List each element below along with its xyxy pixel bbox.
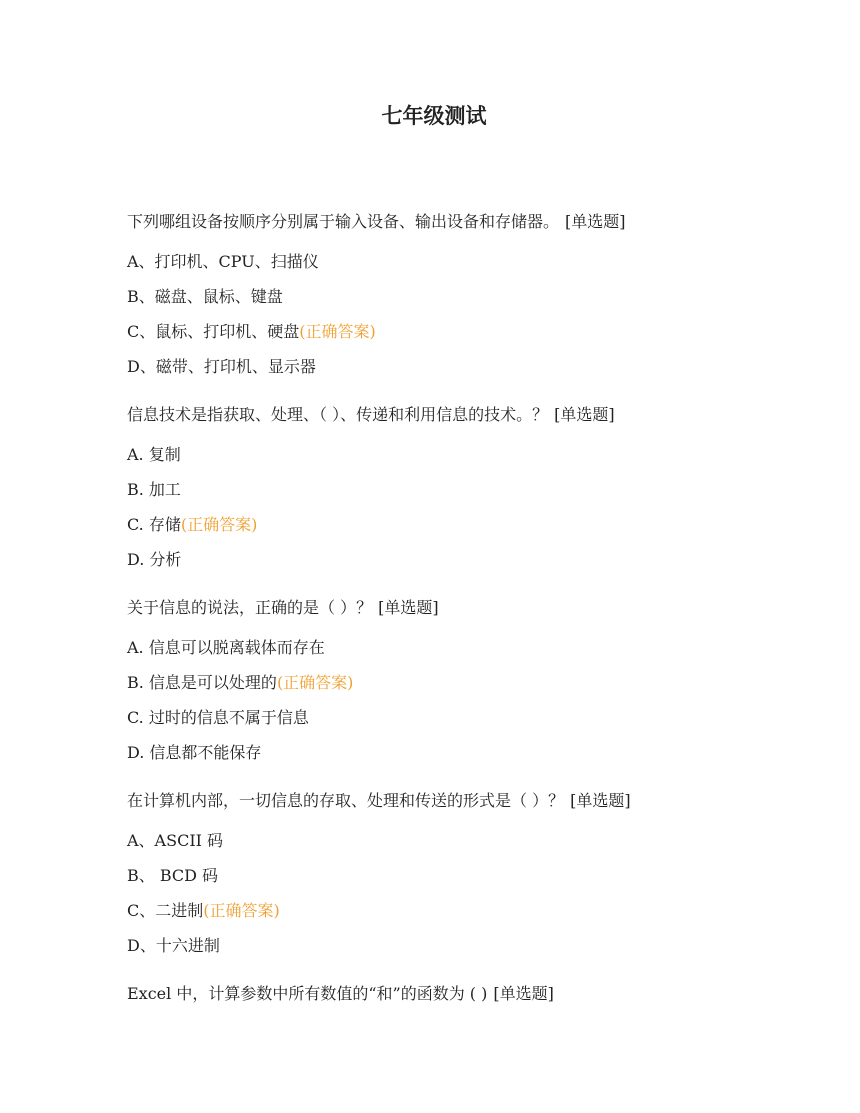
options-list: [127, 444, 807, 571]
question-1: [127, 211, 807, 378]
correct-answer-tag: (正确答案): [299, 322, 376, 341]
option-label: C、二进制: [127, 901, 204, 920]
option-label: B. 信息是可以处理的: [127, 673, 277, 692]
correct-answer-tag: (正确答案): [180, 515, 258, 534]
question-3: [127, 597, 807, 764]
option-b[interactable]: [127, 286, 807, 308]
options-list: [127, 637, 807, 764]
option-label: C. 存储: [127, 515, 181, 534]
options-list: [127, 830, 807, 957]
options-list: [127, 251, 807, 378]
option-label: A. 复制: [127, 445, 181, 464]
option-label: B. 加工: [127, 480, 181, 499]
question-text: [127, 597, 807, 619]
option-label: A. 信息可以脱离载体而存在: [127, 638, 325, 657]
option-d[interactable]: [127, 742, 807, 764]
question-5: [127, 983, 807, 1005]
question-text: [127, 211, 807, 233]
question-stem: 下列哪组设备按顺序分别属于输入设备、输出设备和存储器。: [127, 212, 560, 231]
option-label: B、磁盘、鼠标、键盘: [127, 287, 283, 306]
question-2: [127, 404, 807, 571]
question-stem: 信息技术是指获取、处理、（ ）、传递和利用信息的技术。？: [127, 405, 549, 424]
question-type: [单选题]: [565, 212, 626, 231]
question-type: [单选题]: [570, 791, 631, 810]
option-label: D、十六进制: [127, 936, 220, 955]
question-text: [127, 404, 807, 426]
option-label: C. 过时的信息不属于信息: [127, 708, 309, 727]
option-a[interactable]: [127, 444, 807, 466]
option-b[interactable]: [127, 479, 807, 501]
option-b[interactable]: [127, 865, 807, 887]
option-b[interactable]: [127, 672, 807, 694]
question-type: [单选题]: [378, 598, 439, 617]
option-label: D. 信息都不能保存: [127, 743, 262, 762]
option-label: D、磁带、打印机、显示器: [127, 357, 316, 376]
option-c[interactable]: [127, 900, 807, 922]
option-a[interactable]: [127, 251, 807, 273]
question-4: [127, 790, 807, 957]
option-c[interactable]: [127, 707, 807, 729]
question-stem: Excel 中，计算参数中所有数值的“和”的函数为 ( ): [127, 984, 488, 1003]
option-c[interactable]: [127, 321, 807, 343]
question-type: [单选题]: [493, 984, 554, 1003]
option-a[interactable]: [127, 637, 807, 659]
correct-answer-tag: (正确答案): [203, 901, 280, 920]
question-type: [单选题]: [554, 405, 615, 424]
option-label: B、 BCD 码: [127, 866, 219, 885]
option-label: A、打印机、CPU、扫描仪: [127, 252, 319, 271]
question-text: [127, 983, 807, 1005]
question-stem: 关于信息的说法，正确的是（ ）？: [127, 598, 373, 617]
option-d[interactable]: [127, 935, 807, 957]
option-a[interactable]: [127, 830, 807, 852]
correct-answer-tag: (正确答案): [276, 673, 354, 692]
question-stem: 在计算机内部，一切信息的存取、处理和传送的形式是（ ）？: [127, 791, 565, 810]
option-label: D. 分析: [127, 550, 182, 569]
question-text: [127, 790, 807, 812]
option-label: A、ASCII 码: [127, 831, 224, 850]
option-d[interactable]: [127, 356, 807, 378]
page-title: 七年级测试: [381, 103, 487, 128]
option-label: C、鼠标、打印机、硬盘: [127, 322, 300, 341]
option-d[interactable]: [127, 549, 807, 571]
option-c[interactable]: [127, 514, 807, 536]
